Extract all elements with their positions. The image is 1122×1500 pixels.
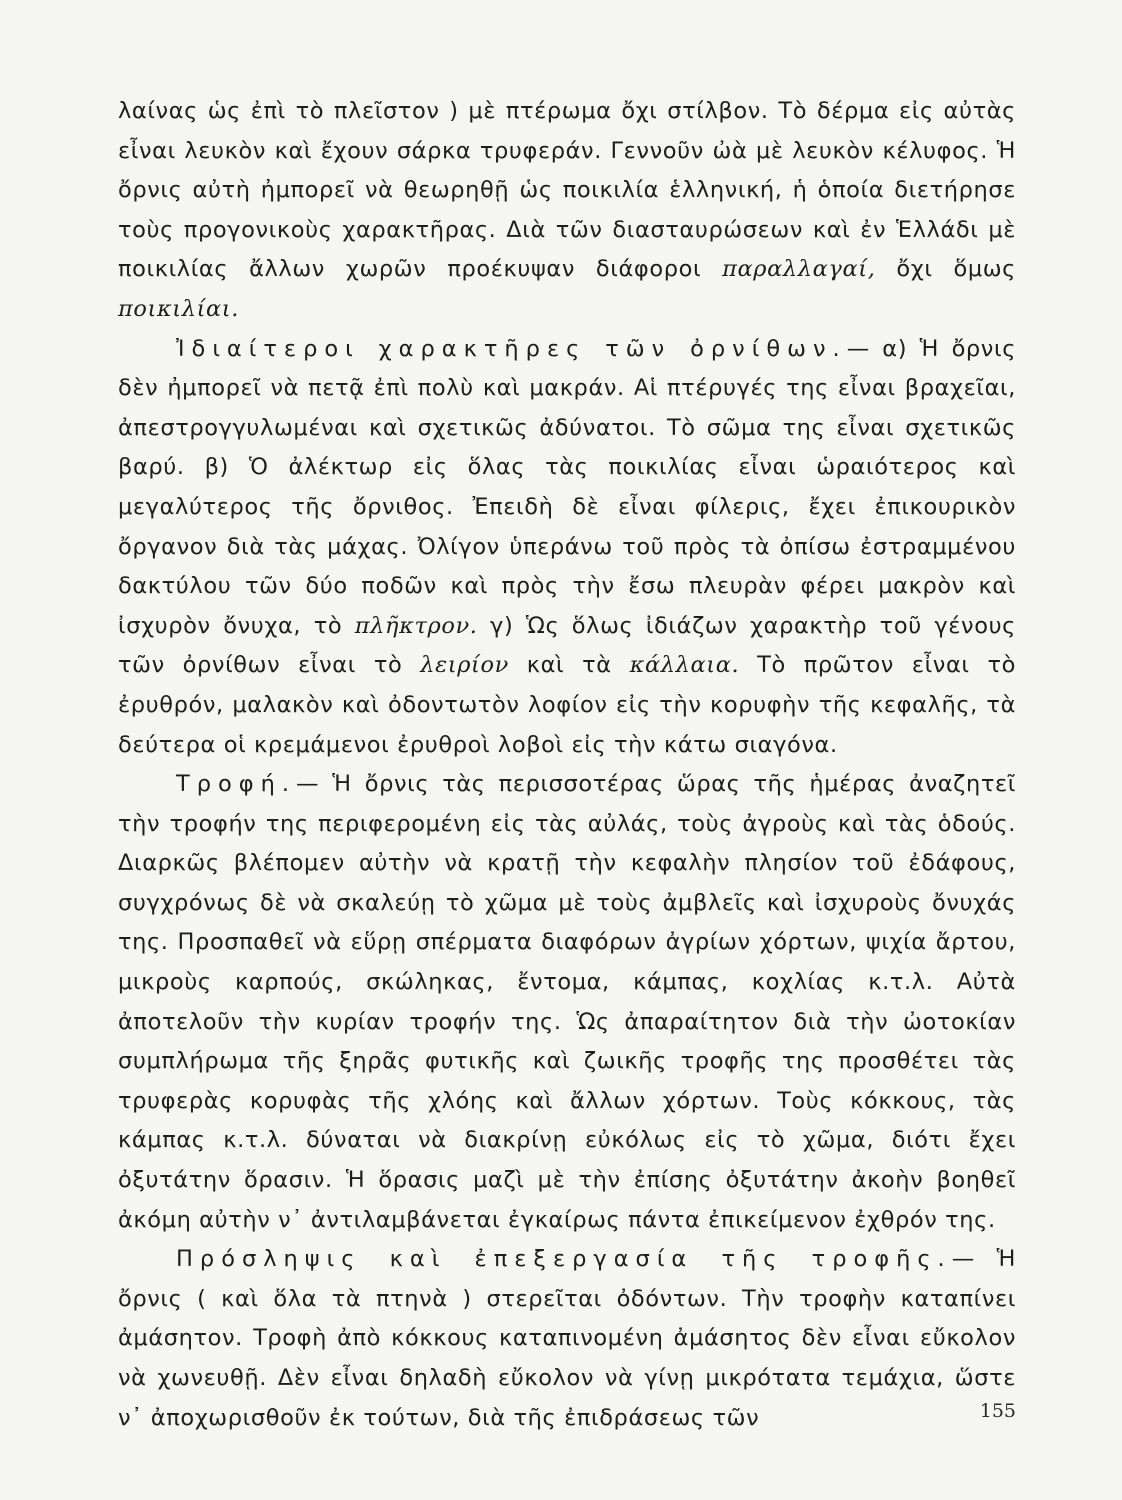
body-text [118,92,1016,1438]
text-segment: — α) Ἡ ὄρνις δὲν ἠμπορεῖ νὰ πετᾷ ἐπὶ πολὺ καὶ μακράν. Αἱ πτέρυγές της εἶναι βραχεῖαι, ἀπεστρογγυλωμέναι καὶ σχετικῶς ἀδύνατοι. Τὸ σῶμα της εἶναι σχετικῶς βαρύ. β) Ὁ ἀλέκτωρ εἰς ὅλας τὰς ποικιλίας εἶναι ὡραιότερος καὶ μεγαλύτερος τῆς ὄρνιθος. Ἐπειδὴ δὲ εἶναι φίλερις, ἔχει ἐπικουρικὸν ὄργανον διὰ τὰς μάχας. Ὀλίγον ὑπεράνω τοῦ πρὸς τὰ ὀπίσω ἐστραμμένου δακτύλου τῶν δύο ποδῶν καὶ πρὸς τὴν ἔσω πλευρὰν φέρει μακρὸν καὶ ἰσχυρὸν ὄνυχα, τὸ [118,335,1016,639]
italic-term: κάλλαια. [629,652,740,679]
section-heading: Πρόσληψις καὶ ἐπεξεργασία τῆς τροφῆς. [176,1246,952,1273]
text-segment: — Ἡ ὄρνις τὰς περισσοτέρας ὥρας τῆς ἡμέρας ἀναζητεῖ τὴν τροφήν της περιφερομένη εἰς τὰς αὐλάς, τοὺς ἀγροὺς καὶ τὰς ὁδούς. Διαρκῶς βλέπομεν αὐτὴν νὰ κρατῇ τὴν κεφαλὴν πλησίον τοῦ ἐδάφους, συγχρόνως δὲ νὰ σκαλεύῃ τὸ χῶμα μὲ τοὺς ἀμβλεῖς καὶ ἰσχυροὺς ὄνυχάς της. Προσπαθεῖ νὰ εὕρῃ σπέρματα διαφόρων ἀγρίων χόρτων, ψιχία ἄρτου, μικροὺς καρπούς, σκώληκας, ἔντομα, κάμπας, κοχλίας κ.τ.λ. Αὐτὰ ἀποτελοῦν τὴν κυρίαν τροφήν της. Ὡς ἀπαραίτητον διὰ τὴν ὠοτοκίαν συμπλήρωμα τῆς ξηρᾶς φυτικῆς καὶ ζωικῆς τροφῆς της προσθέτει τὰς τρυφερὰς κορυφὰς τῆς χλόης καὶ ἄλλων χόρτων. Τοὺς κόκκους, τὰς κάμπας κ.τ.λ. δύναται νὰ διακρίνῃ εὐκόλως εἰς τὸ χῶμα, διότι ἔχει ὀξυτάτην ὅρασιν. Ἡ ὅρασις μαζὶ μὲ τὴν ἐπίσης ὀξυτάτην ἀκοὴν βοηθεῖ ἀκόμη αὐτὴν ν᾽ ἀντιλαμβάνεται ἐγκαίρως πάντα ἐπικείμενον ἐχθρόν της. [118,771,1016,1233]
text-segment: γ) Ὡς ὅλως ἰδιάζων χαρακτὴρ τοῦ γένους τῶν ὀρνίθων εἶναι τὸ [118,612,1016,679]
paragraph-breeds [118,92,1016,330]
italic-term: ποικιλίαι. [118,295,239,322]
page-number: 155 [979,1400,1016,1422]
text-segment: λαίνας ὡς ἐπὶ τὸ πλεῖστον ) μὲ πτέρωμα ὄχι στίλβον. Τὸ δέρμα εἰς αὐτὰς εἶναι λευκὸν καὶ ἔχουν σάρκα τρυφεράν. Γεννοῦν ὠὰ μὲ λευκὸν κέλυφος. Ἡ ὄρνις αὐτὴ ἠμπορεῖ νὰ θεωρηθῇ ὡς ποικιλία ἑλληνική, ἡ ὁποία διετήρησε τοὺς προγονικοὺς χαρακτῆρας. Διὰ τῶν διασταυρώσεων καὶ ἐν Ἑλλάδι μὲ ποικιλίας ἄλλων χωρῶν προέκυψαν διάφοροι [118,98,1016,283]
section-heading: Ἰδιαίτεροι χαρακτῆρες τῶν ὀρνίθων. [176,335,847,362]
section-heading: Τροφή. [176,771,297,798]
italic-term: παραλλαγαί, [722,256,876,283]
italic-term: πλῆκτρον. [354,612,478,639]
text-segment: καὶ τὰ [508,652,630,679]
italic-term: λειρίον [420,652,509,679]
paragraph-digestion [118,1240,1016,1438]
text-segment: — Ἡ ὄρνις ( καὶ ὅλα τὰ πτηνὰ ) στερεῖται ὀδόντων. Τὴν τροφὴν καταπίνει ἀμάσητον. Τροφὴ ἀπὸ κόκκους καταπινομένη ἀμάσητος δὲν εἶναι εὔκολον νὰ χωνευθῇ. Δὲν εἶναι δηλαδὴ εὔκολον νὰ γίνῃ μικρότατα τεμάχια, ὥστε ν᾽ ἀποχωρισθοῦν ἐκ τούτων, διὰ τῆς ἐπιδράσεως τῶν [118,1246,1017,1431]
text-segment: Τὸ πρῶτον εἶναι τὸ ἐρυθρόν, μαλακὸν καὶ ὀδοντωτὸν λοφίον εἰς τὴν κορυφὴν τῆς κεφαλῆς, τὰ δεύτερα οἱ κρεμάμενοι ἐρυθροὶ λοβοὶ εἰς τὴν κάτω σιαγόνα. [118,652,1017,758]
paragraph-characteristics [118,330,1016,766]
text-segment: ὄχι ὅμως [875,256,1016,283]
paragraph-food [118,765,1016,1240]
